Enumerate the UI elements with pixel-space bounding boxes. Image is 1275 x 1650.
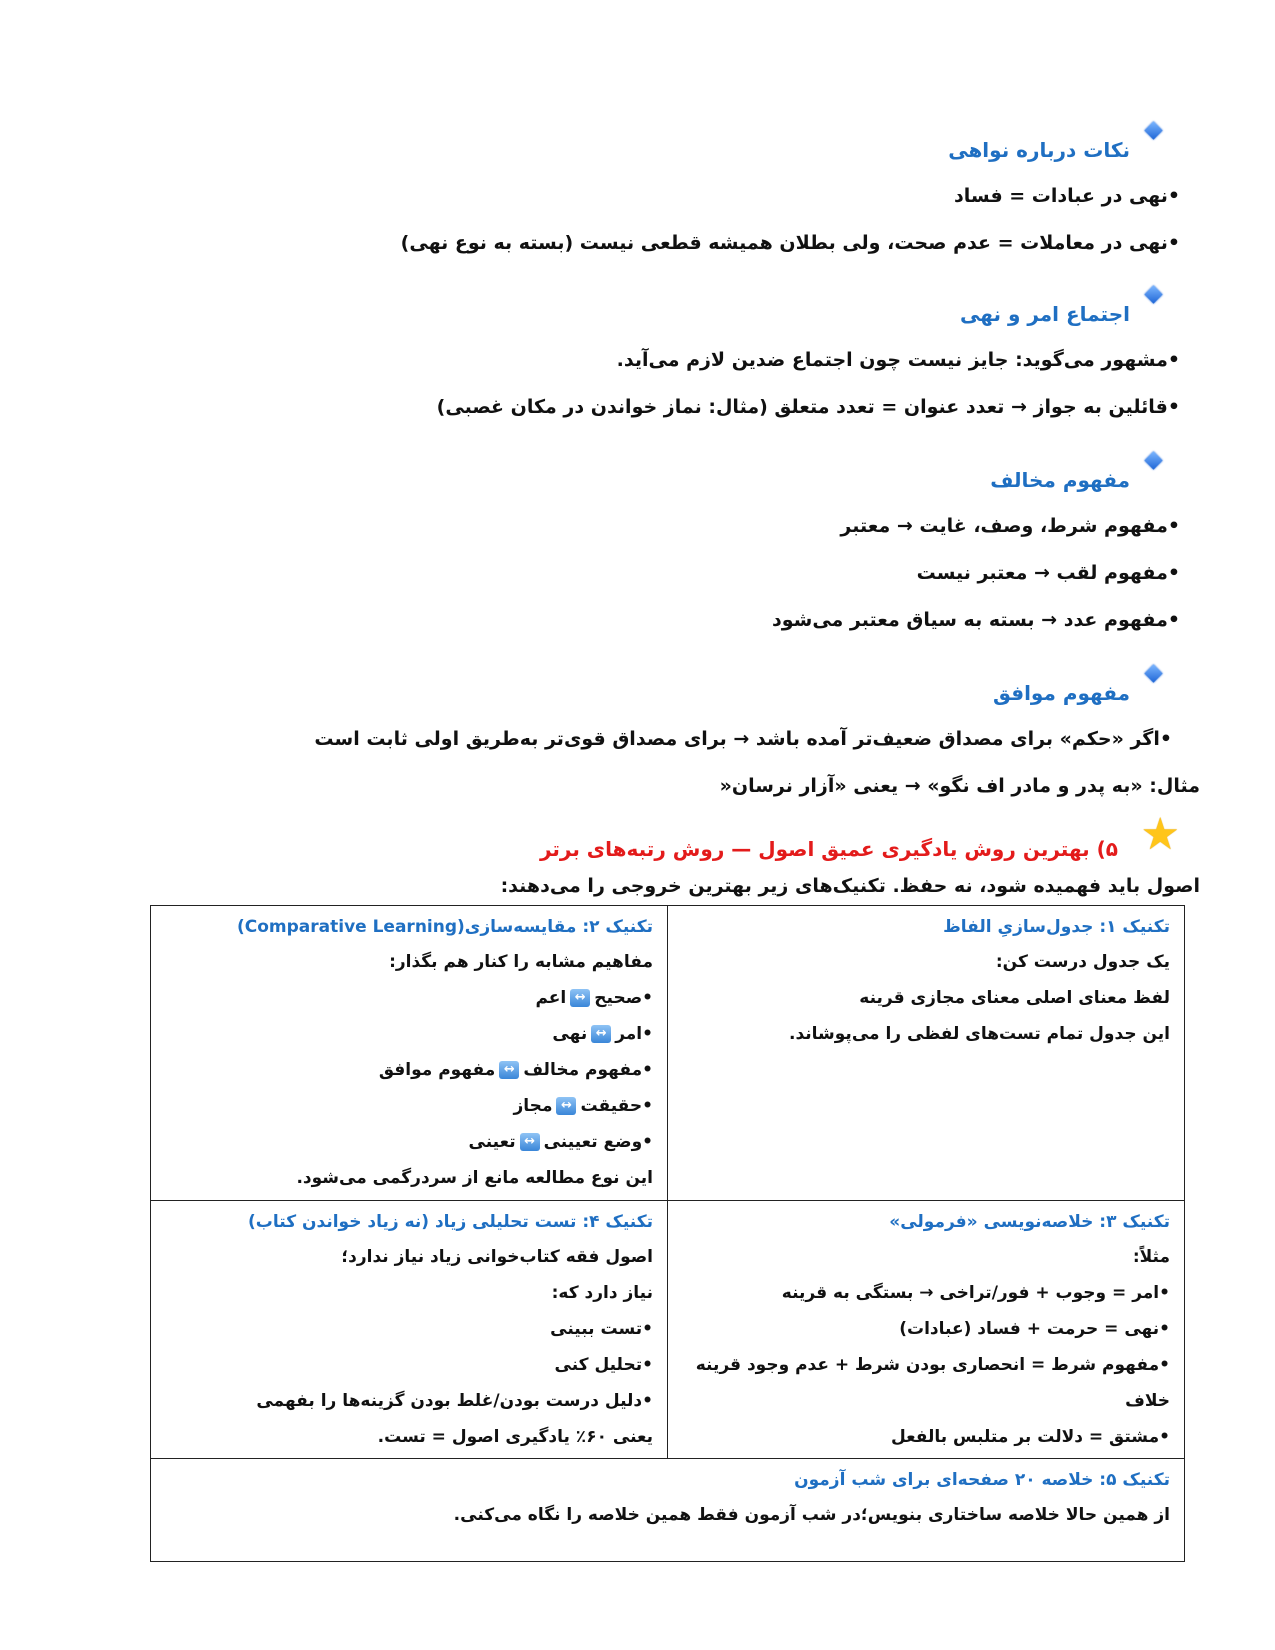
table-row	[151, 1459, 1185, 1562]
bullet-line: •مشهور می‌گوید: جایز نیست چون اجتماع ضدین لازم می‌آید.	[616, 349, 1180, 371]
pair-line	[165, 1088, 653, 1124]
pair-a: •حقیقت	[580, 1096, 653, 1116]
pair-b: نهی	[552, 1024, 588, 1044]
technique-line: •تست ببینی	[550, 1319, 653, 1339]
techniques-table	[150, 905, 1185, 1562]
blue-diamond-icon	[1144, 451, 1162, 469]
technique-title: تکنیک ۳: خلاصه‌نویسی «فرمولی»	[889, 1212, 1170, 1232]
technique-line: •مفهوم شرط = انحصاری بودن شرط + عدم وجود قرینه خلاف	[695, 1355, 1170, 1411]
heading-text: مفهوم موافق	[992, 681, 1130, 705]
pair-line	[165, 1016, 653, 1052]
pair-line	[165, 1124, 653, 1160]
left-right-arrow-icon: ↔	[499, 1061, 519, 1079]
technique-title: تکنیک ۲: مقایسه‌سازی(Comparative Learning)	[236, 917, 653, 937]
technique-line: •تحلیل کنی	[554, 1355, 653, 1375]
technique-line: •مشتق = دلالت بر متلبس بالفعل	[890, 1427, 1170, 1447]
pair-a: •امر	[615, 1024, 653, 1044]
technique-title: تکنیک ۵: خلاصه ۲۰ صفحه‌ای برای شب آزمون	[794, 1470, 1170, 1490]
technique-line: اصول فقه کتاب‌خوانی زیاد نیاز ندارد؛	[341, 1247, 653, 1267]
technique-line: لفظ معنای اصلی معنای مجازی قرینه	[859, 988, 1170, 1008]
technique-line: یعنی ۶۰٪ یادگیری اصول = تست.	[377, 1427, 653, 1447]
intro-line: اصول باید فهمیده شود، نه حفظ. تکنیک‌های زیر بهترین خروجی را می‌دهند:	[500, 875, 1200, 897]
technique-line: این جدول تمام تست‌های لفظی را می‌پوشاند.	[789, 1024, 1170, 1044]
technique-line: •امر = وجوب + فور/تراخی → بستگی به قرینه	[781, 1283, 1170, 1303]
blue-diamond-icon	[1144, 664, 1162, 682]
technique-title: تکنیک ۱: جدول‌سازیِ الفاظ	[943, 917, 1170, 937]
document-page	[150, 110, 1200, 913]
blue-diamond-icon	[1144, 285, 1162, 303]
bullet-line: •مفهوم شرط، وصف، غایت → معتبر	[840, 515, 1180, 537]
pair-a: •وضع تعیینی	[543, 1132, 653, 1152]
bullet-line: •قائلین به جواز → تعدد عنوان = تعدد متعلق (مثال: نماز خواندن در مکان غصبی)	[436, 396, 1180, 418]
technique-line: مثلاً:	[1132, 1247, 1170, 1267]
star-title-row	[150, 809, 1180, 863]
heading-text: اجتماع امر و نهی	[960, 302, 1130, 326]
bullet-line: •نهی در معاملات = عدم صحت، ولی بطلان همیشه قطعی نیست (بسته به نوع نهی)	[400, 232, 1180, 254]
left-right-arrow-icon: ↔	[570, 989, 590, 1007]
bullet-line: •اگر «حکم» برای مصداق ضعیف‌تر آمده باشد → برای مصداق قوی‌تر به‌طریق اولی ثابت است	[314, 728, 1172, 750]
bullet-line: •مفهوم عدد → بسته به سیاق معتبر می‌شود	[771, 609, 1180, 631]
left-right-arrow-icon: ↔	[556, 1097, 576, 1115]
technique-cell	[151, 1459, 1185, 1562]
section-heading	[150, 653, 1180, 705]
bullet-line: •مفهوم لقب → معتبر نیست	[916, 562, 1180, 584]
example-line: مثال: «به پدر و مادر اف نگو» → یعنی «آزار نرسان«	[719, 775, 1200, 797]
heading-text: مفهوم مخالف	[990, 468, 1130, 492]
technique-line: •نهی = حرمت + فساد (عبادات)	[899, 1319, 1170, 1339]
technique-line: یک جدول درست کن:	[995, 952, 1170, 972]
section-heading	[150, 274, 1180, 326]
left-right-arrow-icon: ↔	[591, 1025, 611, 1043]
red-section-title: ۵) بهترین روش یادگیری عمیق اصول — روش رتبه‌های برتر	[539, 837, 1118, 861]
technique-cell	[668, 906, 1185, 1201]
blue-diamond-icon	[1144, 121, 1162, 139]
pair-b: مجاز	[513, 1096, 553, 1116]
table-row	[151, 1201, 1185, 1459]
technique-title: تکنیک ۴: تست تحلیلی زیاد (نه زیاد خواندن کتاب)	[248, 1212, 653, 1232]
technique-cell	[668, 1201, 1185, 1459]
heading-text: نکات درباره نواهی	[948, 138, 1130, 162]
section-heading	[150, 110, 1180, 162]
technique-cell	[151, 1201, 668, 1459]
technique-cell	[151, 906, 668, 1201]
pair-b: مفهوم موافق	[378, 1060, 496, 1080]
technique-line: از همین حالا خلاصه ساختاری بنویس؛در شب آزمون فقط همین خلاصه را نگاه می‌کنی.	[453, 1505, 1170, 1525]
table-row	[151, 906, 1185, 1201]
technique-line: نیاز دارد که:	[551, 1283, 653, 1303]
pair-b: اعم	[535, 988, 567, 1008]
pair-line	[165, 980, 653, 1016]
pair-a: •مفهوم مخالف	[523, 1060, 653, 1080]
bullet-line: •نهی در عبادات = فساد	[954, 185, 1180, 207]
pair-b: تعینی	[468, 1132, 516, 1152]
pair-line	[165, 1052, 653, 1088]
technique-line: این نوع مطالعه مانع از سردرگمی می‌شود.	[296, 1168, 653, 1188]
pair-a: •صحیح	[594, 988, 653, 1008]
left-right-arrow-icon: ↔	[520, 1133, 540, 1151]
star-icon: ★	[1140, 809, 1180, 860]
technique-line: مفاهیم مشابه را کنار هم بگذار:	[389, 952, 653, 972]
section-heading	[150, 440, 1180, 492]
technique-line: •دلیل درست بودن/غلط بودن گزینه‌ها را بفهمی	[256, 1391, 653, 1411]
